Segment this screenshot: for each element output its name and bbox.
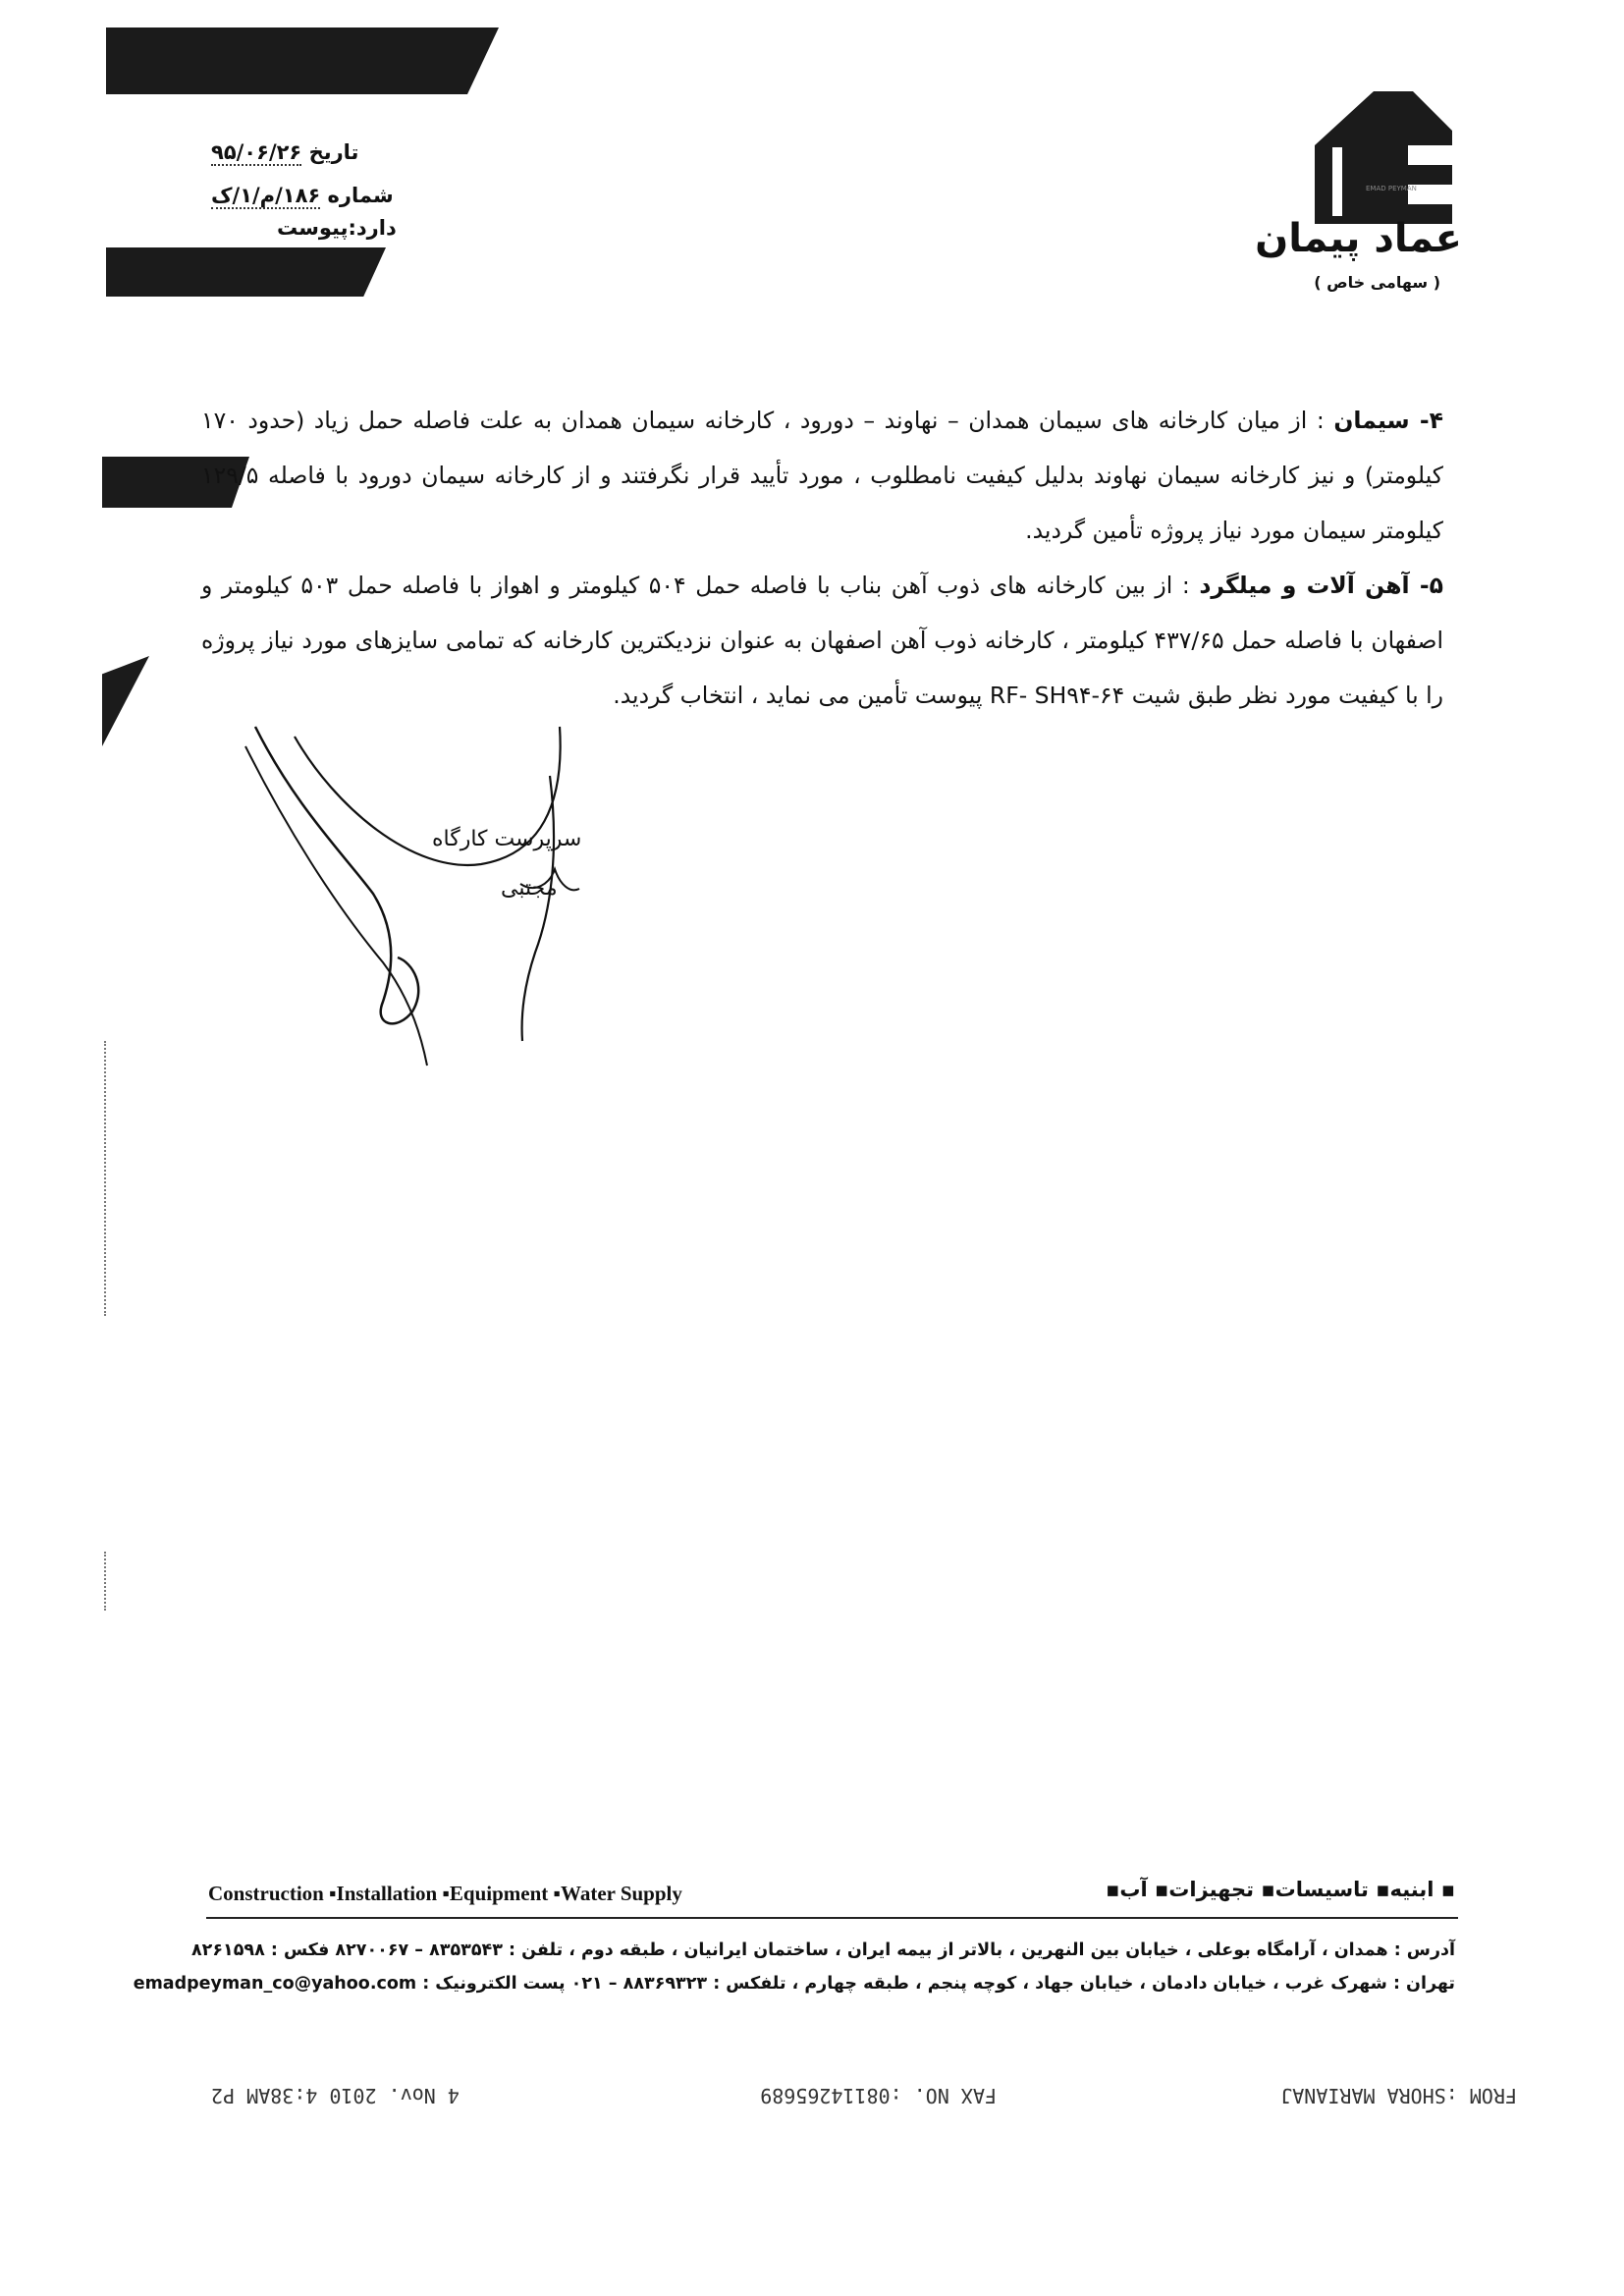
scan-artifact-left-lower [104,1552,108,1611]
paragraph-cement [201,393,1443,558]
signature-title: سرپرست کارگاه [432,827,582,851]
signature-name: مجتبی [501,876,558,901]
attachment-field: دارد:پیوست [277,216,397,240]
footer-address-tehran: تهران : شهرک غرب ، خیابان دادمان ، خیابان جهاد ، کوچه پنجم ، طبقه چهارم ، تلفکس : ۸۸۳۶۹۳۲۳ – ۰۲۱ پست الکترونیک : emadpeyman_co@yahoo.com [133,1974,1455,1994]
company-subtitle: ( سهامی خاص ) [1314,273,1440,292]
date-label: تاریخ [308,140,359,164]
redaction-bar-header [106,247,386,297]
number-label: شماره [327,184,394,207]
fax-transmission-line [211,2076,1517,2111]
company-name: عماد پیمان [1255,216,1462,261]
paragraph-steel-text: : از بین کارخانه های ذوب آهن بناب با فاصله حمل ۵۰۴ کیلومتر و اهواز با فاصله حمل ۵۰۳ کیلومتر و اصفهان با فاصله حمل ۴۳۷/۶۵ کیلومتر ، کارخانه ذوب آهن اصفهان به عنوان نزدیکترین کارخانه که تمامی سایزهای مورد نیاز پروژه را با کیفیت مورد نظر طبق شیت RF- SH۹۴-۶۴ پیوست تأمین می نماید ، انتخاب گردید. [201,572,1443,709]
footer-services-fa: ▪ ابنیه▪ تاسیسات▪ تجهیزات▪ آب▪ [1106,1878,1455,1901]
scan-artifact-left [104,1041,108,1316]
footer-services-en: Construction ▪Installation ▪Equipment ▪Water Supply [208,1882,682,1905]
fax-from: FROM :SHORA MARIANAJ [1280,2084,1517,2107]
paragraph-cement-heading: ۴- سیمان [1333,407,1444,434]
handwritten-signature [226,687,638,1080]
date-value: ۹۵/۰۶/۲۶ [211,140,302,164]
paragraph-cement-text: : از میان کارخانه های سیمان همدان – نهاوند – دورود ، کارخانه سیمان همدان به علت فاصله حمل زیاد (حدود ۱۷۰ کیلومتر) و نیز کارخانه سیمان نهاوند بدلیل کیفیت نامطلوب ، مورد تأیید قرار نگرفتند و از کارخانه سیمان دورود با فاصله ۱۲۹/۵ کیلومتر سیمان مورد نیاز پروژه تأمین گردید. [201,407,1443,544]
number-field [211,184,394,209]
letter-body [201,393,1443,723]
date-field [211,140,358,166]
number-value: ۱۸۶/م/۱/ک [211,184,321,207]
footer-divider [206,1917,1458,1919]
fax-number: FAX NO. :08114265689 [760,2084,997,2107]
company-logo [1255,86,1462,302]
redaction-triangle-margin [102,656,149,746]
logo-mark-icon [1305,86,1462,234]
fax-timestamp: 4 Nov. 2010 4:38AM P2 [211,2084,460,2107]
svg-text:EMAD PEYMAN: EMAD PEYMAN [1366,185,1417,192]
redaction-bar-top [106,27,499,94]
footer-address-hamedan: آدرس : همدان ، آرامگاه بوعلی ، خیابان بین النهرین ، بالاتر از بیمه ایران ، ساختمان ایرانیان ، طبقه دوم ، تلفن : ۸۳۵۳۵۴۳ – ۸۲۷۰۰۶۷ فکس : ۸۲۶۱۵۹۸ [190,1941,1455,1960]
paragraph-steel-heading: ۵- آهن آلات و میلگرد [1199,572,1443,599]
